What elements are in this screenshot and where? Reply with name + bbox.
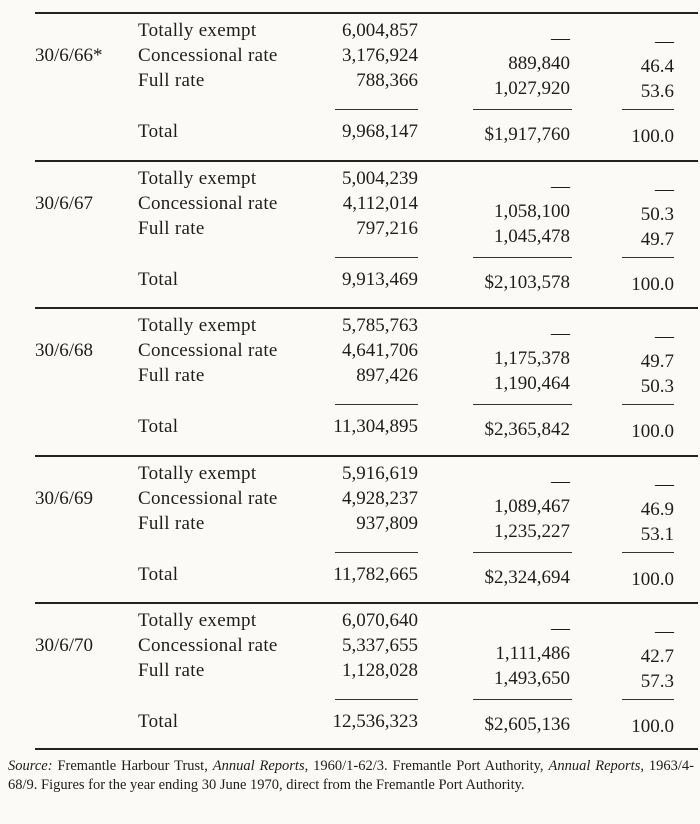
total-revenue: $2,605,136 <box>484 714 570 735</box>
row-label: Concessional rate <box>138 193 278 214</box>
source-text-2: 1960/1-62/3. Fremantle Port Authority, <box>308 758 549 774</box>
total-percent: 100.0 <box>631 421 674 442</box>
total-label: Total <box>138 269 179 290</box>
total-label: Total <box>138 711 179 732</box>
tonnage-cell: 5,004,239 <box>342 168 418 189</box>
row-label: Concessional rate <box>138 340 278 361</box>
row-label: Full rate <box>138 660 205 681</box>
source-note <box>8 757 694 795</box>
tonnage-cell: 4,112,014 <box>342 193 418 214</box>
source-label: Source: <box>8 758 53 774</box>
row-label: Full rate <box>138 218 205 239</box>
percent-cell: — <box>655 474 674 495</box>
total-tonnage: 11,304,895 <box>333 416 418 437</box>
tonnage-cell: 1,128,028 <box>342 660 418 681</box>
total-revenue: $2,365,842 <box>484 419 570 440</box>
subtotal-rule <box>473 699 572 700</box>
total-percent: 100.0 <box>631 569 674 590</box>
total-revenue: $2,324,694 <box>484 567 570 588</box>
row-label: Totally exempt <box>138 168 257 189</box>
tonnage-cell: 797,216 <box>356 218 418 239</box>
tonnage-cell: 4,641,706 <box>342 340 418 361</box>
tonnage-cell: 6,070,640 <box>342 610 418 631</box>
revenue-cell: 1,089,467 <box>494 496 570 517</box>
subtotal-rule <box>622 257 674 258</box>
year-date: 30/6/70 <box>35 635 94 656</box>
tonnage-cell: 5,337,655 <box>342 635 418 656</box>
total-tonnage: 11,782,665 <box>333 564 418 585</box>
revenue-cell: 1,190,464 <box>494 373 570 394</box>
year-date: 30/6/68 <box>35 340 94 361</box>
tonnage-cell: 897,426 <box>356 365 418 386</box>
percent-cell: — <box>655 326 674 347</box>
row-label: Totally exempt <box>138 20 257 41</box>
revenue-cell: 1,175,378 <box>494 348 570 369</box>
tonnage-cell: 5,785,763 <box>342 315 418 336</box>
source-text-3: 1963/4-68/9. Figures for the year ending 30 June 1970, direct from the Fremantle Port Authority. <box>8 758 694 793</box>
subtotal-rule <box>622 699 674 700</box>
source-italic-1: Annual Reports, <box>212 758 309 774</box>
total-percent: 100.0 <box>631 274 674 295</box>
total-revenue: $2,103,578 <box>484 272 570 293</box>
total-tonnage: 9,968,147 <box>342 121 418 142</box>
table-bottom-rule <box>35 748 698 750</box>
subtotal-rule <box>335 109 418 110</box>
percent-cell: 49.7 <box>640 351 674 372</box>
revenue-cell: 1,235,227 <box>494 521 570 542</box>
percent-cell: — <box>655 179 674 200</box>
total-revenue: $1,917,760 <box>484 124 570 145</box>
percent-cell: 53.6 <box>640 81 674 102</box>
percent-cell: 50.3 <box>640 204 674 225</box>
tonnage-cell: 6,004,857 <box>342 20 418 41</box>
subtotal-rule <box>473 552 572 553</box>
percent-cell: 42.7 <box>640 646 674 667</box>
tonnage-cell: 788,366 <box>356 70 418 91</box>
total-label: Total <box>138 564 179 585</box>
subtotal-rule <box>473 404 572 405</box>
revenue-cell: 1,493,650 <box>494 668 570 689</box>
revenue-cell: — <box>551 618 570 639</box>
percent-cell: — <box>655 31 674 52</box>
row-label: Totally exempt <box>138 315 257 336</box>
percent-cell: 46.9 <box>640 499 674 520</box>
subtotal-rule <box>335 552 418 553</box>
row-label: Concessional rate <box>138 488 278 509</box>
percent-cell: 57.3 <box>640 671 674 692</box>
revenue-cell: — <box>551 323 570 344</box>
row-label: Concessional rate <box>138 635 278 656</box>
row-label: Totally exempt <box>138 610 257 631</box>
year-date: 30/6/66* <box>35 45 103 66</box>
total-tonnage: 12,536,323 <box>332 711 418 732</box>
total-tonnage: 9,913,469 <box>342 269 418 290</box>
subtotal-rule <box>335 257 418 258</box>
percent-cell: 46.4 <box>640 56 674 77</box>
source-italic-2: Annual Reports, <box>548 758 644 774</box>
revenue-cell: 889,840 <box>508 53 570 74</box>
percent-cell: 53.1 <box>640 524 674 545</box>
source-text-1: Fremantle Harbour Trust, <box>52 758 213 774</box>
block-top-rule <box>35 12 698 14</box>
year-date: 30/6/69 <box>35 488 94 509</box>
revenue-cell: 1,045,478 <box>494 226 570 247</box>
block-top-rule <box>35 602 698 604</box>
revenue-cell: — <box>551 28 570 49</box>
row-label: Full rate <box>138 513 205 534</box>
revenue-cell: 1,058,100 <box>494 201 570 222</box>
revenue-cell: 1,027,920 <box>494 78 570 99</box>
tonnage-cell: 4,928,237 <box>342 488 418 509</box>
subtotal-rule <box>473 257 572 258</box>
subtotal-rule <box>622 404 674 405</box>
block-top-rule <box>35 307 698 309</box>
total-label: Total <box>138 121 179 142</box>
row-label: Full rate <box>138 70 205 91</box>
subtotal-rule <box>622 552 674 553</box>
revenue-cell: — <box>551 176 570 197</box>
total-percent: 100.0 <box>631 126 674 147</box>
tonnage-cell: 3,176,924 <box>342 45 418 66</box>
percent-cell: 50.3 <box>640 376 674 397</box>
block-top-rule <box>35 160 698 162</box>
year-date: 30/6/67 <box>35 193 94 214</box>
tonnage-cell: 937,809 <box>356 513 418 534</box>
tonnage-cell: 5,916,619 <box>342 463 418 484</box>
percent-cell: — <box>655 621 674 642</box>
total-percent: 100.0 <box>631 716 674 737</box>
revenue-cell: 1,111,486 <box>495 643 570 664</box>
row-label: Totally exempt <box>138 463 257 484</box>
subtotal-rule <box>335 404 418 405</box>
subtotal-rule <box>473 109 572 110</box>
revenue-cell: — <box>551 471 570 492</box>
percent-cell: 49.7 <box>640 229 674 250</box>
subtotal-rule <box>622 109 674 110</box>
row-label: Concessional rate <box>138 45 278 66</box>
row-label: Full rate <box>138 365 205 386</box>
block-top-rule <box>35 455 698 457</box>
subtotal-rule <box>335 699 418 700</box>
total-label: Total <box>138 416 179 437</box>
